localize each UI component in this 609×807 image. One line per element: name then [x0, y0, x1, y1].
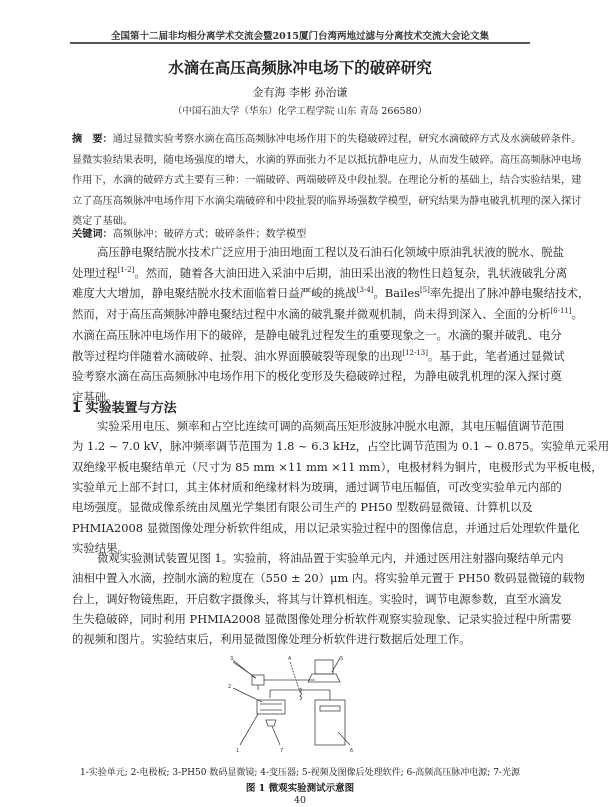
text-line	[97, 418, 565, 434]
text-line-content: 散等过程均伴随着水滴破碎、扯裂、油水界面膜破裂等现象的出现[12-13]。基于此，笔者通过显微试	[72, 348, 565, 363]
text-line-content: 实验单元上部不封口，其主体材质和绝缘材料为玻璃，通过调节电压幅值，可改变实验单元内部的	[72, 479, 562, 494]
text-line	[72, 306, 584, 322]
text-line	[72, 171, 582, 186]
text-line-content: 油相中置入水滴，控制水滴的粒度在（550 ± 20）μm 内。将实验单元置于 PH50 数码显微镜的载物	[72, 571, 585, 586]
figure-caption: 图 1 微观实验测试示意图	[245, 783, 355, 794]
text-line	[72, 499, 533, 515]
text-line	[72, 611, 572, 627]
text-line-content: 验考察水滴在高压高频脉冲电场作用下的极化变形及失稳破碎过程，为静电破乳机理的深入探讨奠	[72, 369, 562, 384]
text-line	[97, 244, 565, 260]
figure-legend: 1-实验单元; 2-电极板; 3-PH50 数码显微镜; 4-变压器; 5-视频及图像后处理软件; 6-高频高压脉冲电源; 7-光源	[80, 768, 520, 778]
text-line	[72, 479, 562, 495]
text-line	[72, 265, 568, 281]
text-line-content: 难度大大增加，静电聚结脱水技术面临着日益严峻的挑战[3-4]。Bailes[5]率先提出了脉冲静电聚结技术，	[72, 286, 590, 301]
running-header: 全国第十二届非均相分离学术交流会暨2015厦门台湾两地过滤与分离技术交流大会论文集	[111, 31, 489, 42]
text-line	[72, 591, 562, 607]
text-line-content: 立了高压高频脉冲电场作用下水滴尖端破碎和中段扯裂的临界场强数学模型，研究结果为静电破乳机理的深入探讨	[72, 195, 582, 207]
callout-2: 2	[228, 684, 232, 690]
callout-3: 3	[230, 656, 234, 662]
text-line-content: 生失稳破碎，同时利用 PHMIA2008 显微图像处理分析软件观察实验现象、记录实验过程中所需要	[72, 611, 572, 626]
page-number: 40	[293, 795, 307, 806]
text-line-content: 奠定了基础。	[72, 216, 134, 227]
text-line	[97, 550, 564, 566]
apparatus-diagram	[200, 656, 440, 760]
text-line-content: 微观实验测试装置见图 1。实验前，将油品置于实验单元内，并通过医用注射器向聚结单元内	[97, 551, 564, 565]
text-line	[72, 631, 528, 647]
text-line-content: 然而，对于高压高频脉冲静电聚结过程中水滴的破乳聚并微观机制，尚未得到深入、全面的分析[6-11]。	[72, 307, 584, 322]
text-line-content: 通过显微实验考察水滴在高压高频脉冲电场作用下的失稳破碎过程，研究水滴破碎方式及水滴破碎条件。	[112, 134, 582, 145]
text-line-content: 台上，调好物镜焦距，开启数字摄像头，将其与计算机相连。实验时，调节电源参数，直至水滴发	[72, 591, 562, 606]
callout-6: 6	[350, 748, 354, 754]
callout-1: 1	[236, 748, 240, 754]
text-line	[72, 438, 609, 454]
text-line-content: 的视频和图片。实验结束后，利用显微图像处理分析软件进行数据后处理工作。	[72, 632, 471, 647]
text-line-content: 实验结果。	[72, 540, 129, 555]
callout-4: 4	[288, 656, 292, 662]
paper-title: 水滴在高压高频脉冲电场下的破碎研究	[168, 59, 432, 77]
power-supply-icon	[315, 700, 345, 745]
text-line-content: PHMIA2008 显微图像处理分析软件组成，用以记录实验过程中的图像信息，并通过后处理软件量化	[72, 520, 580, 535]
text-line-content: 高压静电聚结脱水技术广泛应用于油田地面工程以及石油石化领域中原油乳状液的脱水、脱盐	[97, 245, 565, 259]
text-line	[72, 151, 582, 166]
authors: 金有海 李彬 孙治谦	[252, 86, 348, 99]
keywords	[72, 225, 528, 240]
text-line-content: 处理过程[1-2]。然而，随着各大油田进入采油中后期，油田采出液的物性日趋复杂，乳状液破乳分离	[72, 265, 568, 280]
text-line	[72, 130, 582, 145]
light-source-icon	[266, 720, 276, 726]
text-line	[72, 327, 562, 343]
text-line-content: 水滴在高压脉冲电场作用下的破碎，是静电破乳过程发生的重要现象之一。水滴的聚并破乳、电分	[72, 327, 562, 342]
text-line-content: 作用下，水滴的破碎方式主要有三种：一端破碎、两端破碎及中段扯裂。在理论分析的基础上，结合实验结果，建	[72, 175, 582, 186]
affiliation: （中国石油大学（华东）化学工程学院 山东 青岛 266580）	[172, 106, 428, 117]
text-line	[72, 192, 582, 207]
text-line	[72, 570, 585, 586]
text-line-content: 为 1.2 ~ 7.0 kV，脉冲频率调节范围为 1.8 ~ 6.3 kHz，占空比调节范围为 0.1 ~ 0.875。实验单元采用	[72, 439, 609, 454]
callout-7: 7	[280, 748, 284, 754]
text-line-content: 实验采用电压、频率和占空比连续可调的高频高压矩形波脉冲脱水电源，其电压幅值调节范围	[97, 419, 565, 433]
text-line-content: 定基础。	[72, 389, 118, 404]
callout-5: 5	[340, 656, 344, 662]
text-line-content: 电场强度。显微成像系统由凤凰光学集团有限公司生产的 PH50 型数码显微镜、计算机以及	[72, 500, 533, 515]
laptop-screen	[315, 660, 333, 674]
text-line	[72, 459, 603, 475]
abstract-label: 摘 要：	[72, 134, 113, 145]
section-heading: 1 实验装置与方法	[72, 401, 177, 416]
text-line	[72, 368, 562, 384]
text-line	[72, 348, 565, 364]
experiment-cell-icon	[257, 700, 285, 714]
keywords-text: 高频脉冲；破碎方式；破碎条件；数学模型	[112, 229, 307, 240]
text-line-content: 双绝缘平板电聚结单元（尺寸为 85 mm ×11 mm ×11 mm），电极材料为铜片，电极形式为平板电极，	[72, 459, 603, 474]
header-rule	[70, 42, 530, 44]
text-line-content: 显微实验结果表明，随电场强度的增大，水滴的界面张力不足以抵抗静电应力，从而发生破碎。高压高频脉冲电场	[72, 154, 582, 166]
laptop-keyboard	[308, 674, 340, 682]
text-line	[72, 520, 580, 536]
text-line	[72, 285, 590, 301]
keywords-label: 关键词：	[72, 229, 113, 240]
